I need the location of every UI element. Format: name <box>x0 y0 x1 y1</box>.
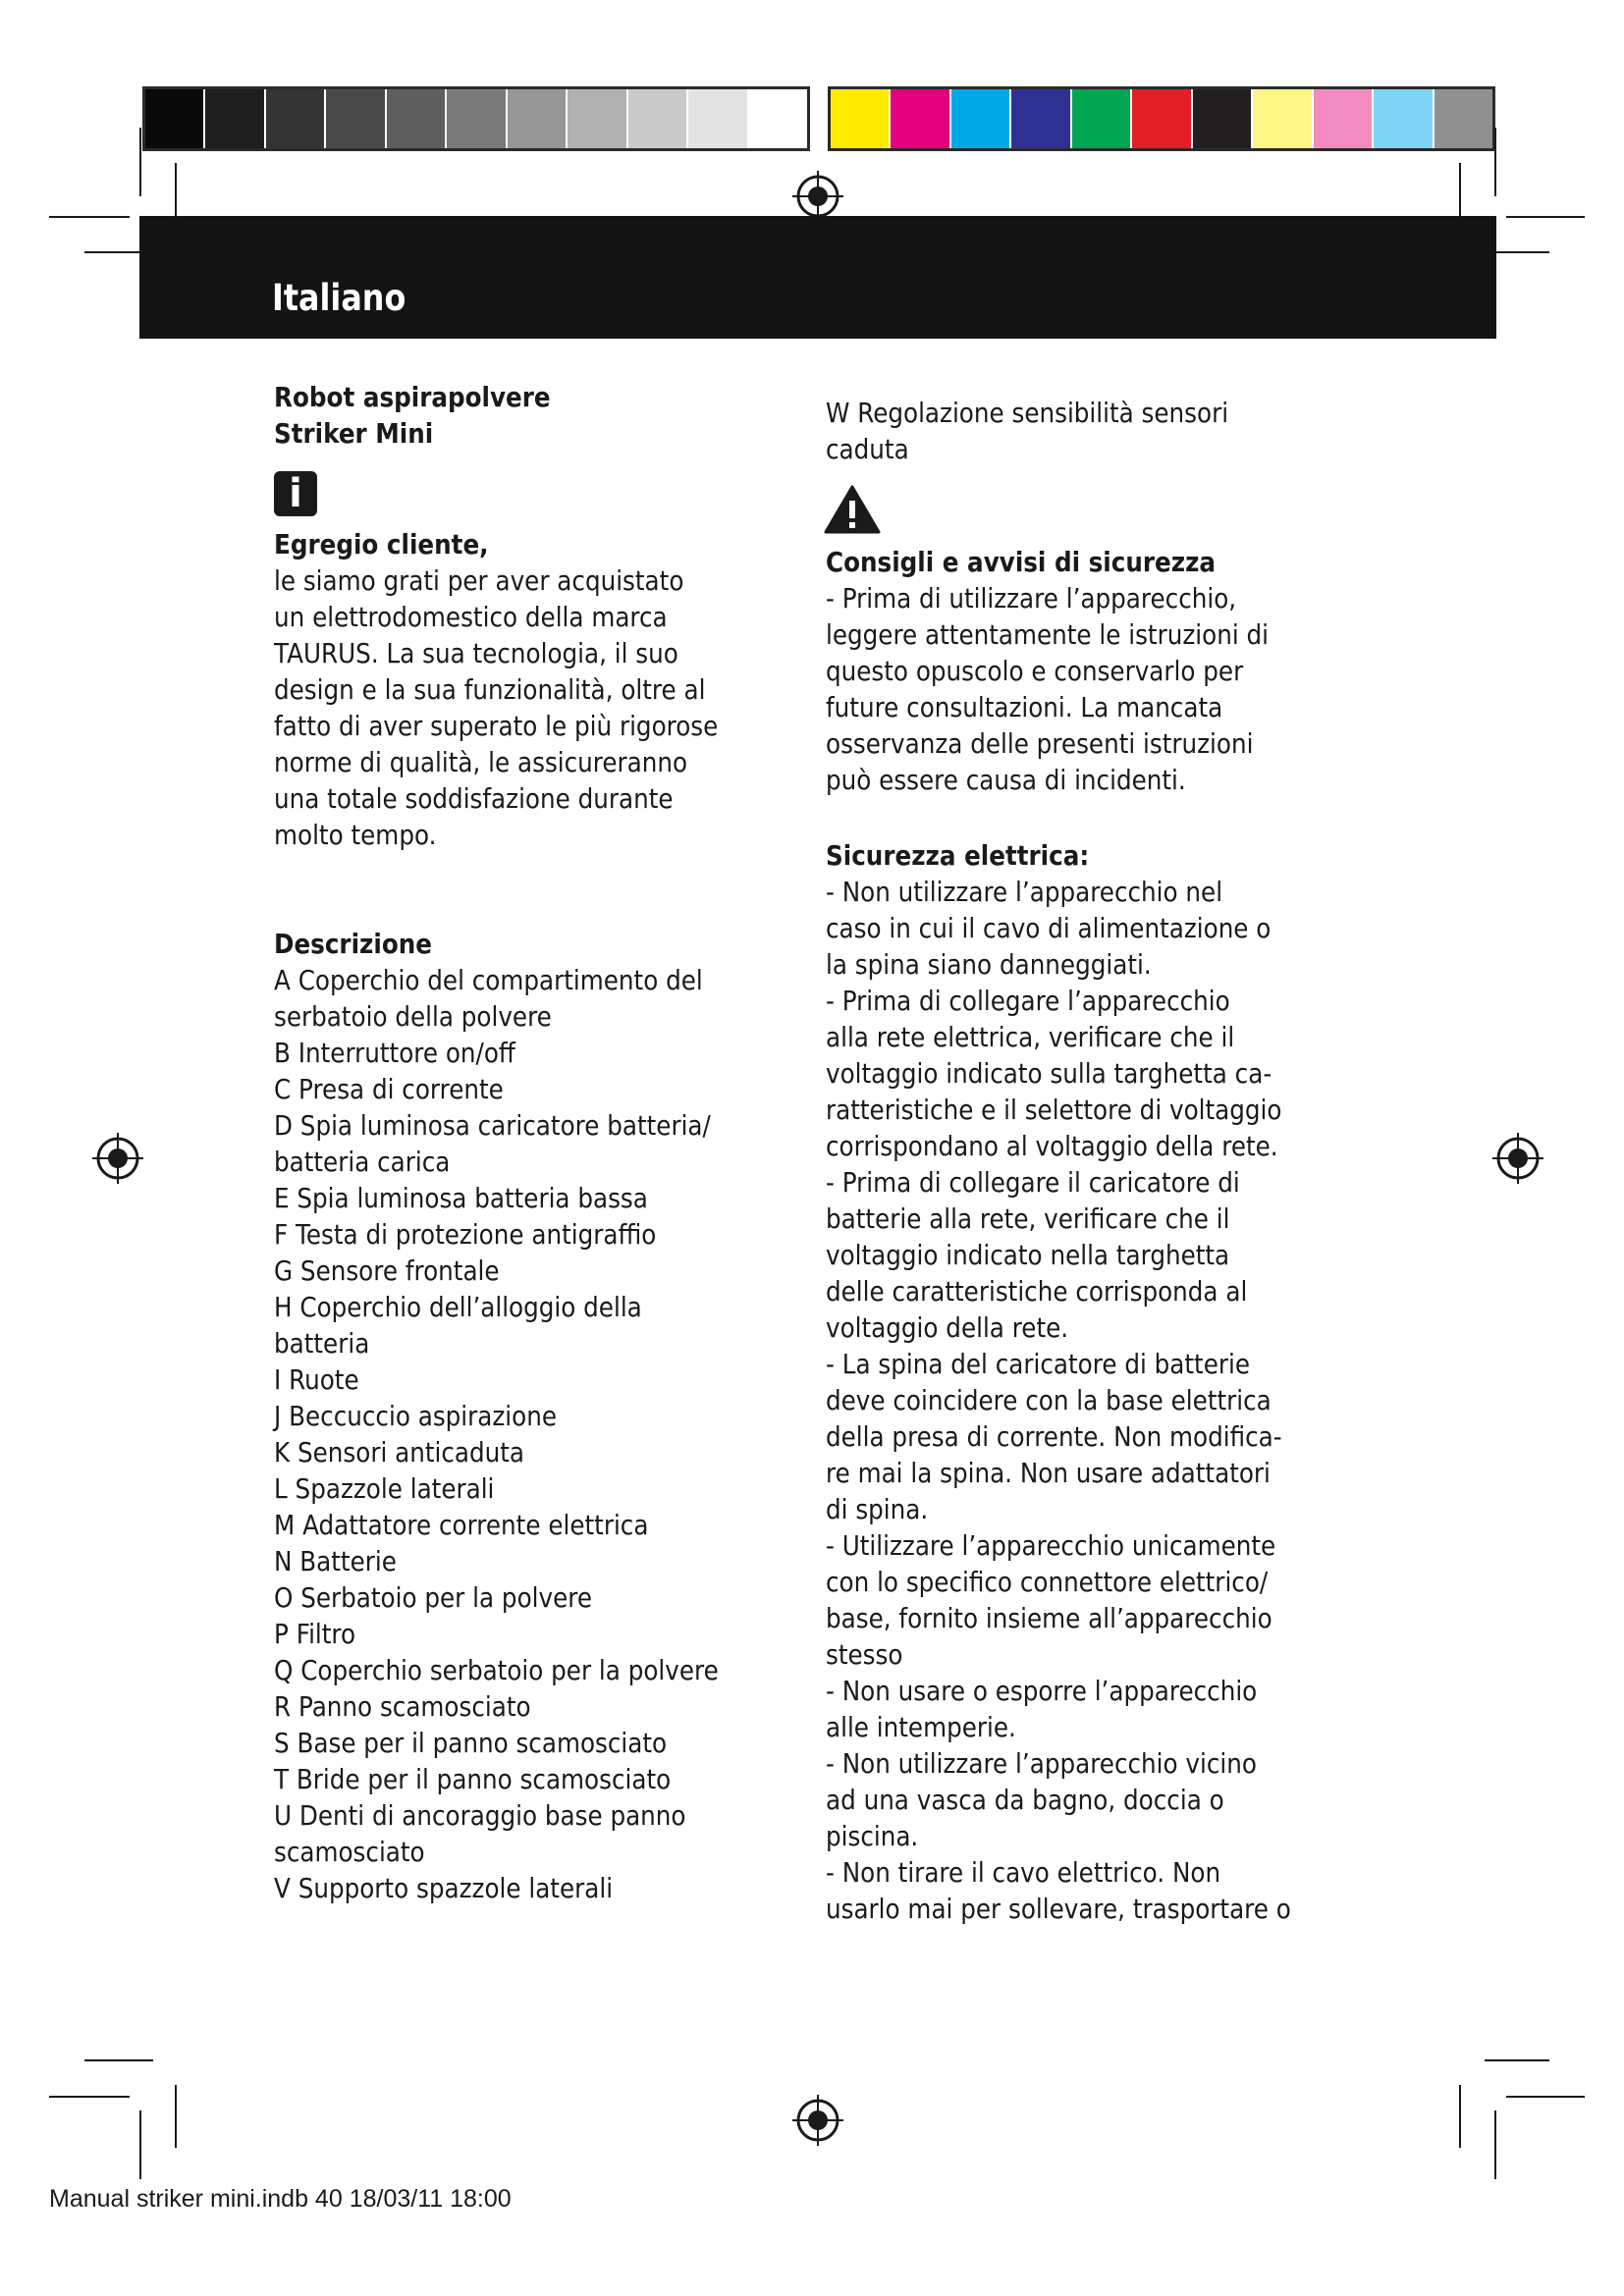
crop-mark <box>1506 2096 1585 2098</box>
electrical-line: batterie alla rete, verificare che il <box>826 1202 1230 1235</box>
greeting-line: design e la sua funzionalità, oltre al <box>274 673 706 706</box>
description-item: T Bride per il panno scamosciato <box>274 1763 672 1795</box>
electrical-line: di spina. <box>826 1493 929 1525</box>
electrical-line: - Utilizzare l’apparecchio unicamente <box>826 1529 1276 1562</box>
crop-mark <box>139 2110 141 2179</box>
electrical-line: alle intemperie. <box>826 1711 1016 1743</box>
safety-line: può essere causa di incidenti. <box>826 764 1186 796</box>
grayscale-swatch <box>628 89 688 148</box>
description-item: J Beccuccio aspirazione <box>274 1400 558 1432</box>
grayscale-swatch <box>568 89 627 148</box>
electrical-line: voltaggio indicato nella targhetta <box>826 1239 1230 1271</box>
greeting-line: fatto di aver superato le più rigorose <box>274 710 719 742</box>
language-title: Italiano <box>272 277 406 319</box>
electrical-line: ad una vasca da bagno, doccia o <box>826 1784 1224 1816</box>
product-title-line: Striker Mini <box>274 417 434 450</box>
product-title-line: Robot aspirapolvere <box>274 381 551 413</box>
crop-mark <box>1459 2085 1461 2148</box>
right-column <box>826 395 1336 1927</box>
description-item: S Base per il panno scamosciato <box>274 1727 668 1759</box>
process-color-bar <box>828 86 1495 151</box>
crop-mark <box>1494 2110 1496 2179</box>
description-item: B Interruttore on/off <box>274 1037 515 1069</box>
greeting-line: una totale soddisfazione durante <box>274 782 674 815</box>
grayscale-swatch <box>205 89 265 148</box>
electrical-line: stesso <box>826 1638 903 1671</box>
electrical-line: base, fornito insieme all’apparecchio <box>826 1602 1272 1634</box>
process-color-swatch <box>891 89 950 148</box>
description-item: G Sensore frontale <box>274 1255 500 1287</box>
grayscale-swatch <box>447 89 507 148</box>
description-list <box>274 962 785 1906</box>
description-item: D Spia luminosa caricatore batteria/ <box>274 1109 711 1142</box>
crop-mark <box>84 2059 153 2061</box>
grayscale-swatch <box>266 89 326 148</box>
description-item: H Coperchio dell’alloggio della <box>274 1291 642 1323</box>
process-color-swatch <box>1435 89 1492 148</box>
crop-mark <box>49 2096 130 2098</box>
greeting-heading: Egregio cliente, <box>274 528 489 561</box>
description-item: L Spazzole laterali <box>274 1472 495 1505</box>
description-item: batteria carica <box>274 1146 451 1178</box>
electrical-line: - Non usare o esporre l’apparecchio <box>826 1675 1258 1707</box>
grayscale-swatch <box>688 89 748 148</box>
product-title <box>274 379 785 452</box>
safety-line: questo opuscolo e conservarlo per <box>826 655 1244 687</box>
electrical-heading: Sicurezza elettrica: <box>826 839 1090 872</box>
electrical-line: alla rete elettrica, verificare che il <box>826 1021 1235 1053</box>
safety-line: - Prima di utilizzare l’apparecchio, <box>826 582 1237 614</box>
electrical-line: con lo specifico connettore elettrico/ <box>826 1566 1269 1598</box>
electrical-line: voltaggio indicato sulla targhetta ca- <box>826 1057 1272 1090</box>
electrical-line: piscina. <box>826 1820 919 1852</box>
electrical-line: corrispondano al voltaggio della rete. <box>826 1130 1278 1162</box>
process-color-swatch <box>1132 89 1192 148</box>
language-header <box>139 216 1496 339</box>
description-item: A Coperchio del compartimento del <box>274 964 703 996</box>
greeting-section <box>274 526 785 853</box>
registration-mark-icon <box>1490 1131 1545 1186</box>
description-item: F Testa di protezione antigraffio <box>274 1218 657 1251</box>
electrical-line: ratteristiche e il selettore di voltaggio <box>826 1094 1282 1126</box>
info-icon: i <box>274 471 317 516</box>
process-color-swatch <box>1193 89 1253 148</box>
description-heading: Descrizione <box>274 928 433 960</box>
safety-body <box>826 580 1336 798</box>
description-continuation <box>826 395 1336 467</box>
crop-mark <box>1485 2059 1549 2061</box>
safety-line: osservanza delle presenti istruzioni <box>826 727 1254 760</box>
process-color-swatch <box>1374 89 1434 148</box>
process-color-swatch <box>1253 89 1313 148</box>
registration-mark-icon <box>90 1131 145 1186</box>
warning-icon <box>824 485 881 534</box>
description-item: P Filtro <box>274 1618 356 1650</box>
description-item: O Serbatoio per la polvere <box>274 1581 592 1614</box>
greeting-line: le siamo grati per aver acquistato <box>274 564 684 597</box>
greeting-line: molto tempo. <box>274 819 437 851</box>
greeting-body <box>274 562 785 853</box>
grayscale-swatch <box>145 89 205 148</box>
description-item: R Panno scamosciato <box>274 1690 531 1723</box>
description-item: scamosciato <box>274 1836 425 1868</box>
electrical-line: re mai la spina. Non usare adattatori <box>826 1457 1271 1489</box>
process-color-swatch <box>951 89 1011 148</box>
electrical-body <box>826 874 1336 1927</box>
description-item: batteria <box>274 1327 370 1360</box>
electrical-line: - Non utilizzare l’apparecchio nel <box>826 876 1223 908</box>
safety-section <box>826 544 1336 798</box>
safety-heading: Consigli e avvisi di sicurezza <box>826 546 1217 578</box>
crop-mark <box>1506 216 1585 218</box>
electrical-line: delle caratteristiche corrisponda al <box>826 1275 1248 1308</box>
description-item: M Adattatore corrente elettrica <box>274 1509 649 1541</box>
electrical-line: deve coincidere con la base elettrica <box>826 1384 1272 1416</box>
grayscale-swatch <box>326 89 386 148</box>
electrical-line: - Non tirare il cavo elettrico. Non <box>826 1856 1221 1889</box>
description-item: Q Coperchio serbatoio per la polvere <box>274 1654 719 1686</box>
greeting-line: norme di qualità, le assicureranno <box>274 746 688 778</box>
description-item: serbatoio della polvere <box>274 1000 552 1033</box>
crop-mark <box>49 216 130 218</box>
electrical-line: - Prima di collegare l’apparecchio <box>826 985 1230 1017</box>
description-section <box>274 926 785 1906</box>
safety-line: future consultazioni. La mancata <box>826 691 1223 723</box>
process-color-swatch <box>1314 89 1374 148</box>
description-item: K Sensori anticaduta <box>274 1436 525 1468</box>
description-item: C Presa di corrente <box>274 1073 504 1105</box>
process-color-swatch <box>1072 89 1132 148</box>
greeting-line: un elettrodomestico della marca <box>274 601 668 633</box>
description-item: U Denti di ancoraggio base panno <box>274 1799 686 1832</box>
safety-line: leggere attentamente le istruzioni di <box>826 618 1269 651</box>
grayscale-swatch <box>387 89 447 148</box>
crop-mark <box>139 128 141 196</box>
description-item: E Spia luminosa batteria bassa <box>274 1182 648 1214</box>
greeting-line: TAURUS. La sua tecnologia, il suo <box>274 637 678 669</box>
electrical-line: - La spina del caricatore di batterie <box>826 1348 1250 1380</box>
crop-mark <box>1494 128 1496 196</box>
electrical-section <box>826 837 1336 1927</box>
electrical-line: usarlo mai per sollevare, trasportare o <box>826 1893 1291 1925</box>
left-column <box>274 373 785 1906</box>
registration-mark-icon <box>790 2093 845 2148</box>
description-item: V Supporto spazzole laterali <box>274 1872 614 1904</box>
print-slug: Manual striker mini.indb 40 18/03/11 18:00 <box>49 2185 512 2213</box>
grayscale-bar <box>142 86 810 151</box>
description-item: I Ruote <box>274 1363 359 1396</box>
grayscale-swatch <box>508 89 568 148</box>
electrical-line: voltaggio della rete. <box>826 1311 1069 1344</box>
electrical-line: - Non utilizzare l’apparecchio vicino <box>826 1747 1257 1780</box>
description-item: W Regolazione sensibilità sensori <box>826 397 1229 429</box>
electrical-line: la spina siano danneggiati. <box>826 948 1152 981</box>
grayscale-swatch <box>749 89 807 148</box>
electrical-line: - Prima di collegare il caricatore di <box>826 1166 1240 1199</box>
description-item: N Batterie <box>274 1545 397 1577</box>
electrical-line: caso in cui il cavo di alimentazione o <box>826 912 1272 944</box>
electrical-line: della presa di corrente. Non modifica- <box>826 1420 1282 1453</box>
process-color-swatch <box>831 89 891 148</box>
process-color-swatch <box>1011 89 1071 148</box>
description-item: caduta <box>826 433 909 465</box>
crop-mark <box>175 2085 177 2148</box>
